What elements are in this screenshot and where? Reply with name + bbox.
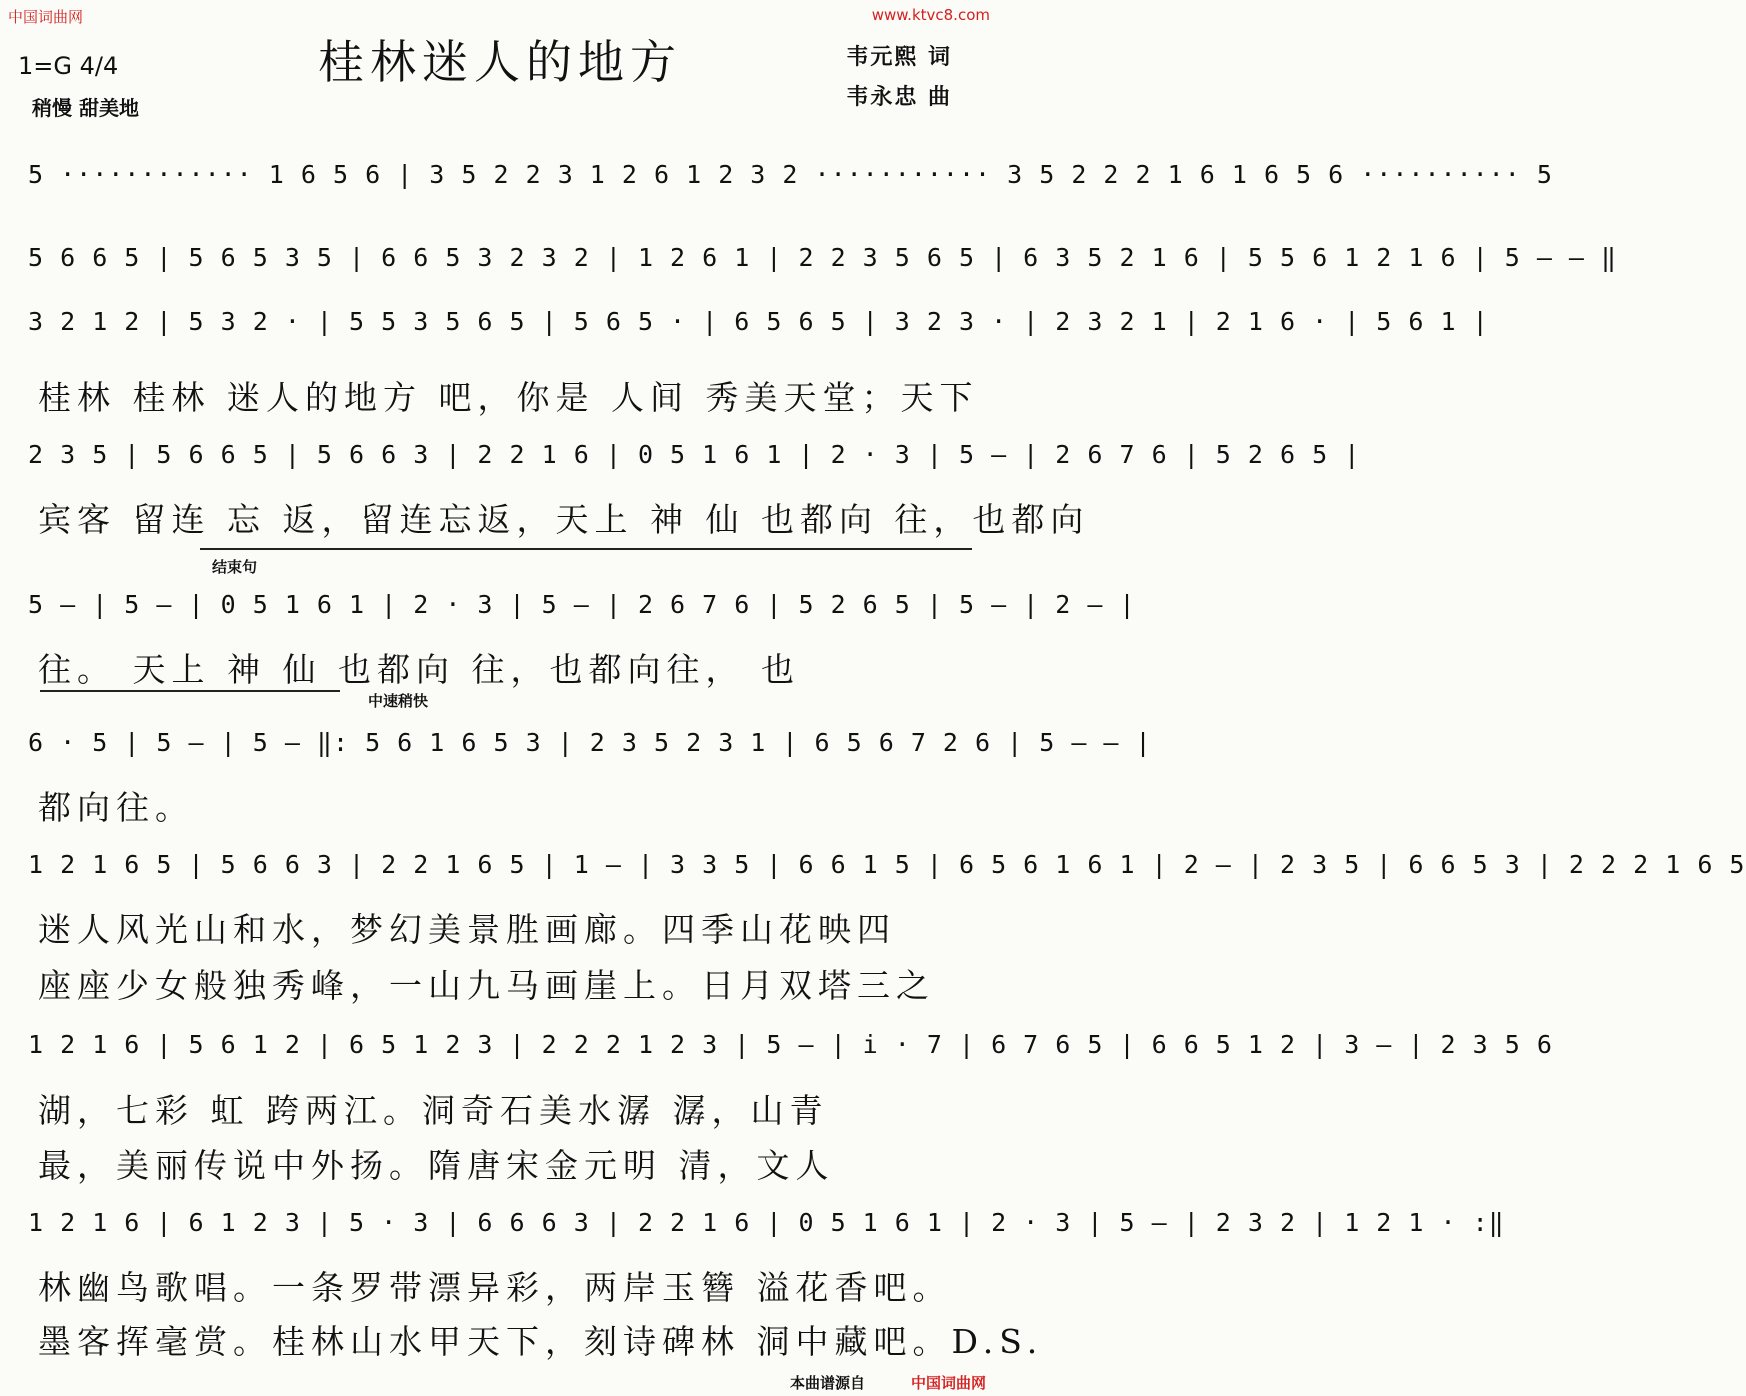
tempo-marking: 稍慢 甜美地 bbox=[32, 96, 139, 120]
composer-credit: 韦永忠 曲 bbox=[846, 85, 952, 110]
score-line: 1 2 1 6 5 | 5 6 6 3 | 2 2 1 6 5 | 1 — | 3 3 5 | 6 6 1 5 | 6 5 6 1 6 1 | 2 — | 2 3 5 | 6 6 5 3 | 2 2 2 1 6 5 bbox=[28, 850, 1746, 879]
score-line: 5 — | 5 — | 0 5 1 6 1 | 2 · 3 | 5 — | 2 6 7 6 | 5 2 6 5 | 5 — | 2 — | bbox=[28, 590, 1136, 619]
watermark-top-right: www.ktvc8.com bbox=[871, 6, 990, 24]
score-line: 5 ············ 1 6 5 6 | 3 5 2 2 3 1 2 6 1 2 3 2 ··········· 3 5 2 2 2 1 6 1 6 5 6 ·········· 5 bbox=[28, 160, 1553, 189]
lyric-line: 迷人风光山和水，梦幻美景胜画廊。四季山花映四 bbox=[38, 910, 896, 949]
score-line: 6 · 5 | 5 — | 5 — ‖: 5 6 1 6 5 3 | 2 3 5 2 3 1 | 6 5 6 7 2 6 | 5 — — | bbox=[28, 728, 1152, 757]
score-line: 1 2 1 6 | 6 1 2 3 | 5 · 3 | 6 6 6 3 | 2 2 1 6 | 0 5 1 6 1 | 2 · 3 | 5 — | 2 3 2 | 1 2 1 · :‖ bbox=[28, 1208, 1505, 1237]
score-line: 5 6 6 5 | 5 6 5 3 5 | 6 6 5 3 2 3 2 | 1 2 6 1 | 2 2 3 5 6 5 | 6 3 5 2 1 6 | 5 5 6 1 2 1 6 | 5 — — ‖ bbox=[28, 243, 1618, 272]
lyric-line: 座座少女般独秀峰，一山九马画崖上。日月双塔三之 bbox=[38, 966, 935, 1005]
divider bbox=[40, 690, 340, 692]
key-signature: 1=G 4/4 bbox=[18, 52, 119, 80]
page-title: 桂林迷人的地方 bbox=[318, 35, 682, 89]
lyricist-credit: 韦元熙 词 bbox=[846, 45, 952, 70]
lyric-line: 都向往。 bbox=[38, 788, 194, 827]
tempo-change-mark: 中速稍快 bbox=[368, 692, 429, 710]
watermark-bottom-source: 本曲谱源自 bbox=[790, 1374, 866, 1392]
lyric-line: 林幽鸟歌唱。一条罗带漂异彩，两岸玉簪 溢花香吧。 bbox=[38, 1268, 952, 1307]
divider bbox=[200, 548, 972, 550]
score-line: 1 2 1 6 | 5 6 1 2 | 6 5 1 2 3 | 2 2 2 1 2 3 | 5 — | i · 7 | 6 7 6 5 | 6 6 5 1 2 | 3 — | 2 3 5 6 bbox=[28, 1030, 1553, 1059]
lyric-line: 往。 天上 神 仙 也都向 往，也都向往， 也 bbox=[38, 650, 800, 689]
score-line: 3 2 1 2 | 5 3 2 · | 5 5 3 5 6 5 | 5 6 5 · | 6 5 6 5 | 3 2 3 · | 2 3 2 1 | 2 1 6 · | 5 6 1 | bbox=[28, 307, 1489, 336]
lyric-line: 湖，七彩 虹 跨两江。洞奇石美水潺 潺，山青 bbox=[38, 1091, 829, 1130]
lyric-line: 墨客挥毫赏。桂林山水甲天下，刻诗碑林 洞中藏吧。D.S. bbox=[38, 1322, 1044, 1361]
lyric-line: 桂林 桂林 迷人的地方 吧，你是 人间 秀美天堂；天下 bbox=[38, 378, 979, 417]
ending-mark: 结束句 bbox=[212, 558, 258, 576]
lyric-line: 最，美丽传说中外扬。隋唐宋金元明 清，文人 bbox=[38, 1146, 835, 1185]
lyric-line: 宾客 留连 忘 返，留连忘返，天上 神 仙 也都向 往，也都向 bbox=[38, 500, 1090, 539]
watermark-top-left: 中国词曲网 bbox=[8, 8, 84, 26]
watermark-bottom-site: 中国词曲网 bbox=[910, 1374, 986, 1392]
score-line: 2 3 5 | 5 6 6 5 | 5 6 6 3 | 2 2 1 6 | 0 5 1 6 1 | 2 · 3 | 5 — | 2 6 7 6 | 5 2 6 5 | bbox=[28, 440, 1361, 469]
